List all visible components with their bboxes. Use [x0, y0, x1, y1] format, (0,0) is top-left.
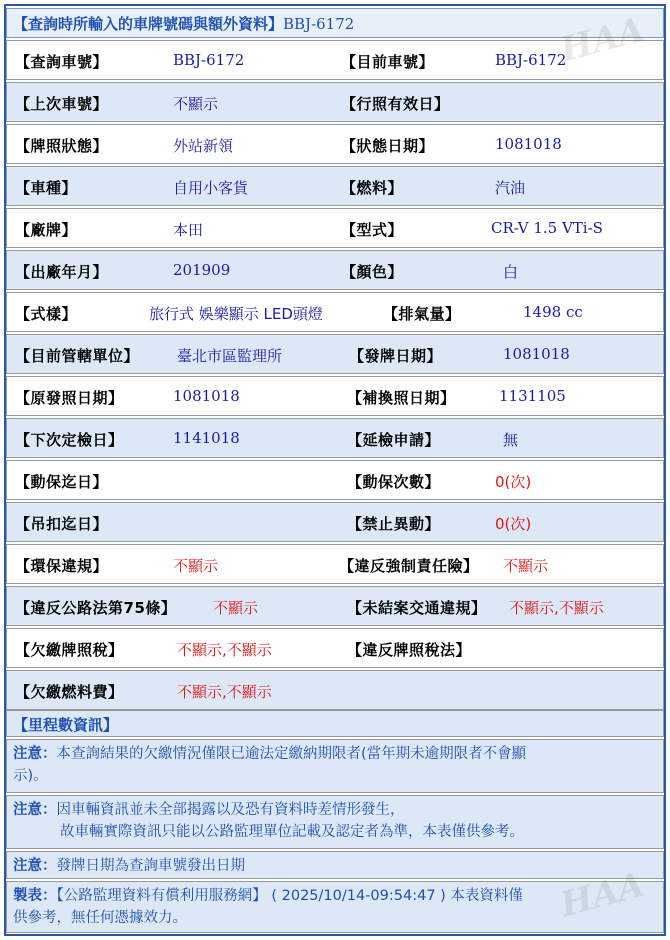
- note-issue-date: [6, 851, 664, 879]
- field-value: BBJ-6172: [173, 51, 245, 69]
- field-label: 【廠牌】: [15, 221, 78, 239]
- note-produced-by-line1: [13, 885, 657, 907]
- field-value: 不顯示,不顯示: [177, 641, 272, 659]
- field-value: 不顯示,不顯示: [177, 683, 272, 701]
- field-label: 【禁止異動】: [347, 515, 441, 533]
- note-arrears-text: 本查詢結果的欠繳情況僅限已逾法定繳納期限者(當年期未逾期限者不會顯: [56, 746, 527, 762]
- field-label: 【行照有效日】: [341, 95, 450, 113]
- table-row: [6, 628, 664, 668]
- field-label: 【違反強制責任險】: [339, 557, 479, 575]
- field-value: 0(次): [495, 473, 532, 491]
- field-label: 【查詢車號】: [15, 53, 109, 71]
- field-value: 本田: [173, 221, 204, 239]
- field-value: 0(次): [495, 515, 532, 533]
- note-disclaimer-text: 因車輛資訊並未全部揭露以及恐有資料時差情形發生，: [56, 802, 405, 818]
- table-row: [6, 208, 664, 248]
- field-label: 【出廠年月】: [15, 263, 109, 281]
- note-produced-by-line2: 供參考，無任何憑據效力。: [13, 910, 187, 926]
- field-value: 1141018: [173, 429, 240, 447]
- field-label: 【違反公路法第75條】: [15, 599, 177, 617]
- table-row: [6, 586, 664, 626]
- field-value: BBJ-6172: [495, 51, 567, 69]
- field-value: 不顯示: [213, 599, 259, 617]
- note-arrears: [6, 739, 664, 793]
- field-value: 不顯示: [173, 557, 219, 575]
- field-label: 【延檢申請】: [347, 431, 441, 449]
- note-arrears-line2: 示)。: [13, 768, 48, 784]
- field-label: 【吊扣迄日】: [15, 515, 109, 533]
- field-value: 臺北市區監理所: [177, 347, 283, 365]
- field-value: 汽油: [495, 179, 526, 197]
- field-label: 【牌照狀態】: [15, 137, 109, 155]
- field-label: 【狀態日期】: [341, 137, 435, 155]
- table-row: [6, 418, 664, 458]
- table-row: [6, 250, 664, 290]
- field-label: 【上次車號】: [15, 95, 109, 113]
- field-label: 【型式】: [341, 221, 404, 239]
- table-row: [6, 124, 664, 164]
- field-value: CR-V 1.5 VTi-S: [491, 219, 603, 237]
- query-header-title: [13, 13, 354, 34]
- field-label: 【補換照日期】: [347, 389, 456, 407]
- field-label: 【顏色】: [341, 263, 404, 281]
- note-arrears-line1: [13, 743, 657, 765]
- note-disclaimer: [6, 795, 664, 849]
- field-label: 【違反牌照稅法】: [347, 641, 472, 659]
- field-label: 【發牌日期】: [349, 347, 443, 365]
- note-produced-by-text: 【公路監理資料有償利用服務網】 ( 2025/10/14-09:54:47 ) 本表資料僅: [56, 888, 523, 904]
- note-issue-date-label: 注意：: [13, 858, 57, 874]
- field-label: 【目前車號】: [341, 53, 435, 71]
- field-label: 【燃料】: [341, 179, 404, 197]
- field-value: 1131105: [499, 387, 566, 405]
- field-label: 【下次定檢日】: [15, 431, 124, 449]
- field-label: 【動保迄日】: [15, 473, 109, 491]
- field-label: 【欠繳燃料費】: [15, 683, 124, 701]
- field-label: 【欠繳牌照稅】: [15, 641, 124, 659]
- query-header: [6, 8, 664, 38]
- field-value: 不顯示: [173, 95, 219, 113]
- field-value: 1081018: [503, 345, 570, 363]
- table-row: [6, 502, 664, 542]
- field-value: 1081018: [173, 387, 240, 405]
- header-title-text: 【查詢時所輸入的車牌號碼與額外資料】: [13, 15, 284, 33]
- field-label: 【未結案交通違規】: [347, 599, 487, 617]
- field-value: 外站新領: [173, 137, 234, 155]
- table-row: [6, 376, 664, 416]
- field-value: 白: [503, 263, 519, 281]
- header-plate: BBJ-6172: [283, 15, 355, 33]
- table-row: [6, 460, 664, 500]
- field-label: 【原發照日期】: [15, 389, 124, 407]
- table-row: [6, 82, 664, 122]
- field-value: 1498 cc: [523, 303, 583, 321]
- note-produced-by: [6, 881, 664, 933]
- note-produced-by-label: 製表：: [13, 888, 57, 904]
- note-issue-date-text: 發牌日期為查詢車號發出日期: [56, 858, 245, 874]
- field-value: 不顯示: [503, 557, 549, 575]
- field-label: 【動保次數】: [347, 473, 441, 491]
- field-label: 【式樣】: [15, 305, 78, 323]
- table-row: [6, 670, 664, 710]
- field-label: 【車種】: [15, 179, 78, 197]
- table-row: [6, 40, 664, 80]
- note-arrears-label: 注意：: [13, 746, 57, 762]
- mileage-section: [6, 710, 664, 737]
- note-disclaimer-label: 注意：: [13, 802, 57, 818]
- note-issue-date-line: [13, 855, 657, 877]
- field-value: 旅行式 娛樂顯示 LED頭燈: [149, 305, 323, 323]
- field-value: 自用小客貨: [173, 179, 249, 197]
- table-row: [6, 544, 664, 584]
- table-row: [6, 166, 664, 206]
- note-disclaimer-line1: [13, 799, 657, 821]
- note-disclaimer-line2: 故車輛實際資訊只能以公路監理單位記載及認定者為準，本表僅供參考。: [60, 824, 524, 840]
- table-row: [6, 292, 664, 332]
- table-row: [6, 334, 664, 374]
- field-label: 【目前管轄單位】: [15, 347, 140, 365]
- field-label: 【環保違規】: [15, 557, 109, 575]
- field-value: 不顯示,不顯示: [509, 599, 604, 617]
- field-label: 【排氣量】: [383, 305, 461, 323]
- mileage-label: 【里程數資訊】: [13, 716, 119, 734]
- field-value: 201909: [173, 261, 231, 279]
- field-value: 無: [503, 431, 519, 449]
- field-value: 1081018: [495, 135, 562, 153]
